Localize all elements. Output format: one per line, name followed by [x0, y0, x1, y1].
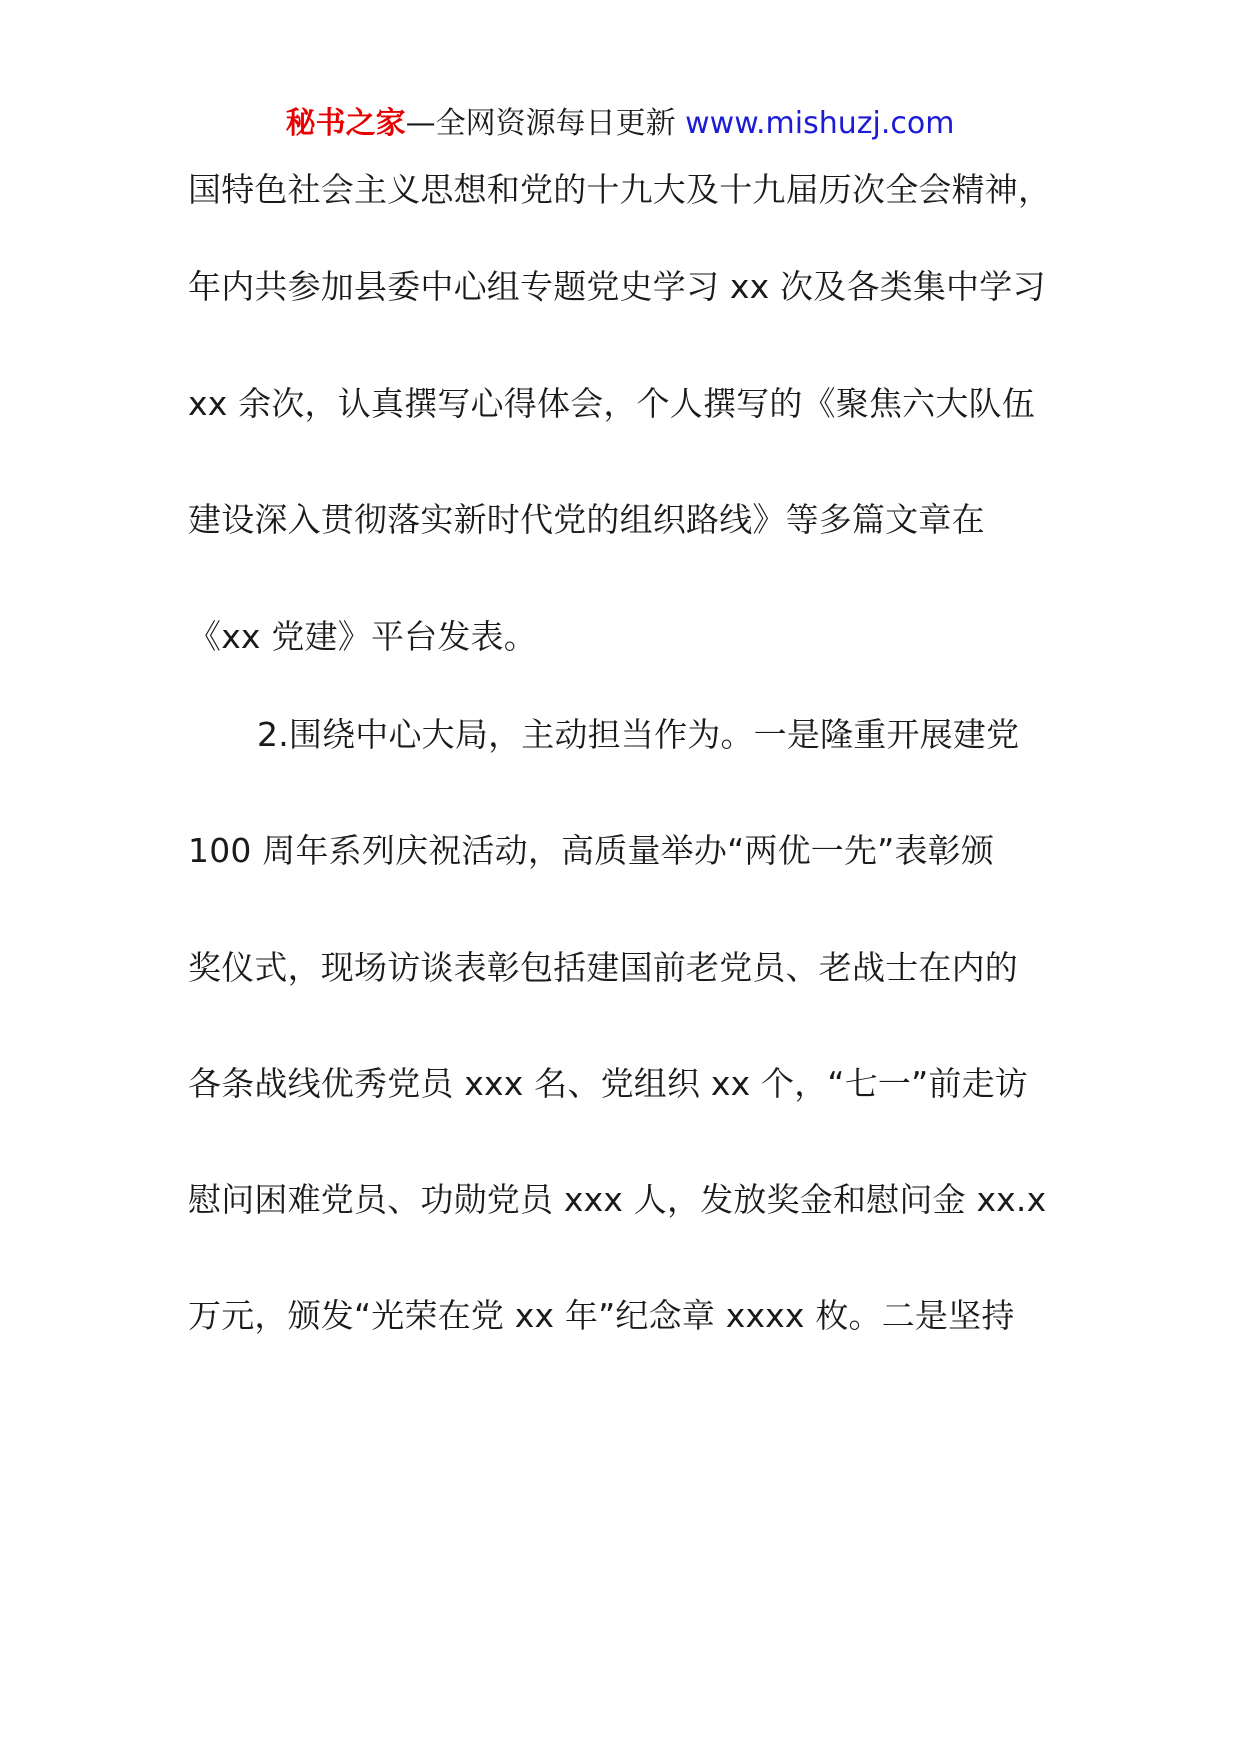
- body-line: 年内共参加县委中心组专题党史学习 xx 次及各类集中学习: [188, 267, 1046, 306]
- website-link[interactable]: www.mishuzj.com: [685, 106, 955, 141]
- body-line: 各条战线优秀党员 xxx 名、党组织 xx 个，“七一”前走访: [188, 1064, 1028, 1103]
- body-line: 100 周年系列庆祝活动，高质量举办“两优一先”表彰颁: [188, 831, 995, 870]
- body-line: 万元，颁发“光荣在党 xx 年”纪念章 xxxx 枚。二是坚持: [188, 1296, 1015, 1335]
- body-line: 国特色社会主义思想和党的十九大及十九届历次全会精神，: [188, 170, 1052, 209]
- paragraph-start-line: 2.围绕中心大局，主动担当作为。一是隆重开展建党: [257, 715, 1020, 754]
- body-line: 慰问困难党员、功勋党员 xxx 人，发放奖金和慰问金 xx.x: [188, 1180, 1047, 1219]
- site-header: [0, 104, 1240, 144]
- body-line: 奖仪式，现场访谈表彰包括建国前老党员、老战士在内的: [188, 948, 1018, 987]
- brand-name: 秘书之家: [285, 106, 406, 141]
- body-line: 《xx 党建》平台发表。: [188, 617, 537, 656]
- body-line: xx 余次，认真撰写心得体会，个人撰写的《聚焦六大队伍: [188, 384, 1035, 423]
- body-line: 建设深入贯彻落实新时代党的组织路线》等多篇文章在: [188, 500, 985, 539]
- header-slogan: —全网资源每日更新: [405, 106, 676, 141]
